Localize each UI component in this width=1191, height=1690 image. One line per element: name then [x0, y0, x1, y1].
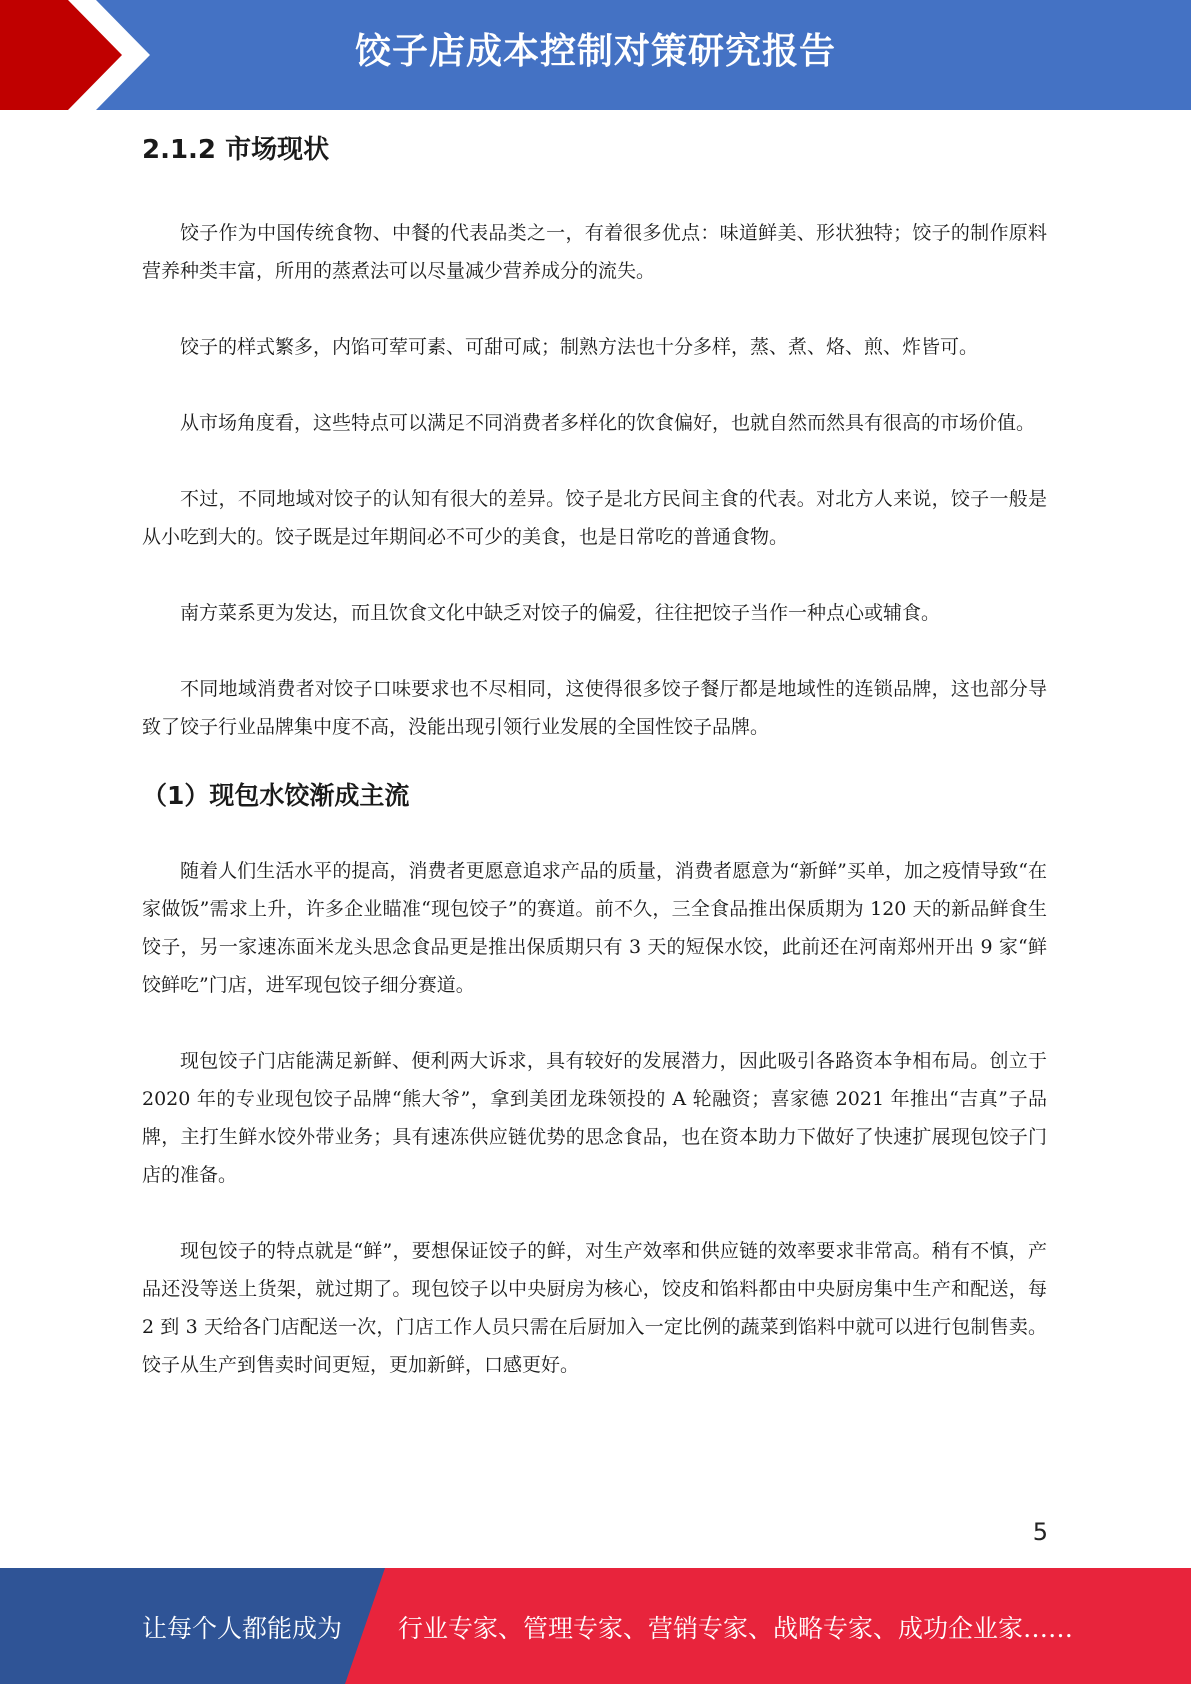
footer-banner — [0, 1568, 1191, 1684]
page-number: 5 — [1032, 1518, 1048, 1546]
paragraph: 现包饺子门店能满足新鲜、便利两大诉求，具有较好的发展潜力，因此吸引各路资本争相布局。创立于 2020 年的专业现包饺子品牌“熊大爷”，拿到美团龙珠领投的 A 轮融资；喜家德 2021 年推出“吉真”子品牌，主打生鲜水饺外带业务；具有速冻供应链优势的思念食品，也在资本助力下做好了快速扩展现包饺子门店的准备。 — [142, 1050, 1047, 1186]
paragraph: 不同地域消费者对饺子口味要求也不尽相同，这使得很多饺子餐厅都是地域性的连锁品牌，这也部分导致了饺子行业品牌集中度不高，没能出现引领行业发展的全国性饺子品牌。 — [142, 678, 1047, 738]
page-title: 饺子店成本控制对策研究报告 — [354, 31, 836, 72]
paragraph: 从市场角度看，这些特点可以满足不同消费者多样化的饮食偏好，也就自然而然具有很高的市场价值。 — [180, 412, 1036, 434]
footer-slogan-right: 行业专家、管理专家、营销专家、战略专家、成功企业家…… — [398, 1614, 1074, 1643]
paragraph: 不过，不同地域对饺子的认知有很大的差异。饺子是北方民间主食的代表。对北方人来说，饺子一般是从小吃到大的。饺子既是过年期间必不可少的美食，也是日常吃的普通食物。 — [142, 488, 1047, 548]
paragraph: 随着人们生活水平的提高，消费者更愿意追求产品的质量，消费者愿意为“新鲜”买单，加之疫情导致“在家做饭”需求上升，许多企业瞄准“现包饺子”的赛道。前不久，三全食品推出保质期为 120 天的新品鲜食生饺子，另一家速冻面米龙头思念食品更是推出保质期只有 3 天的短保水饺，此前还在河南郑州开出 9 家“鲜饺鲜吃”门店，进军现包饺子细分赛道。 — [142, 860, 1047, 996]
subsection-heading: （1）现包水饺渐成主流 — [142, 781, 410, 810]
paragraph: 现包饺子的特点就是“鲜”，要想保证饺子的鲜，对生产效率和供应链的效率要求非常高。稍有不慎，产品还没等送上货架，就过期了。现包饺子以中央厨房为核心，饺皮和馅料都由中央厨房集中生产和配送，每 2 到 3 天给各门店配送一次，门店工作人员只需在后厨加入一定比例的蔬菜到馅料中就可以进行包制售卖。饺子从生产到售卖时间更短，更加新鲜，口感更好。 — [142, 1240, 1047, 1376]
section-heading: 2.1.2 市场现状 — [142, 135, 330, 165]
paragraph: 饺子作为中国传统食物、中餐的代表品类之一，有着很多优点：味道鲜美、形状独特；饺子的制作原料营养种类丰富，所用的蒸煮法可以尽量减少营养成分的流失。 — [142, 222, 1047, 282]
paragraph: 南方菜系更为发达，而且饮食文化中缺乏对饺子的偏爱，往往把饺子当作一种点心或辅食。 — [180, 602, 941, 624]
header-banner — [0, 0, 1191, 110]
footer-slogan-left: 让每个人都能成为 — [142, 1614, 343, 1643]
paragraph: 饺子的样式繁多，内馅可荤可素、可甜可咸；制熟方法也十分多样，蒸、煮、烙、煎、炸皆可。 — [180, 336, 979, 358]
main-content — [142, 128, 1047, 1384]
